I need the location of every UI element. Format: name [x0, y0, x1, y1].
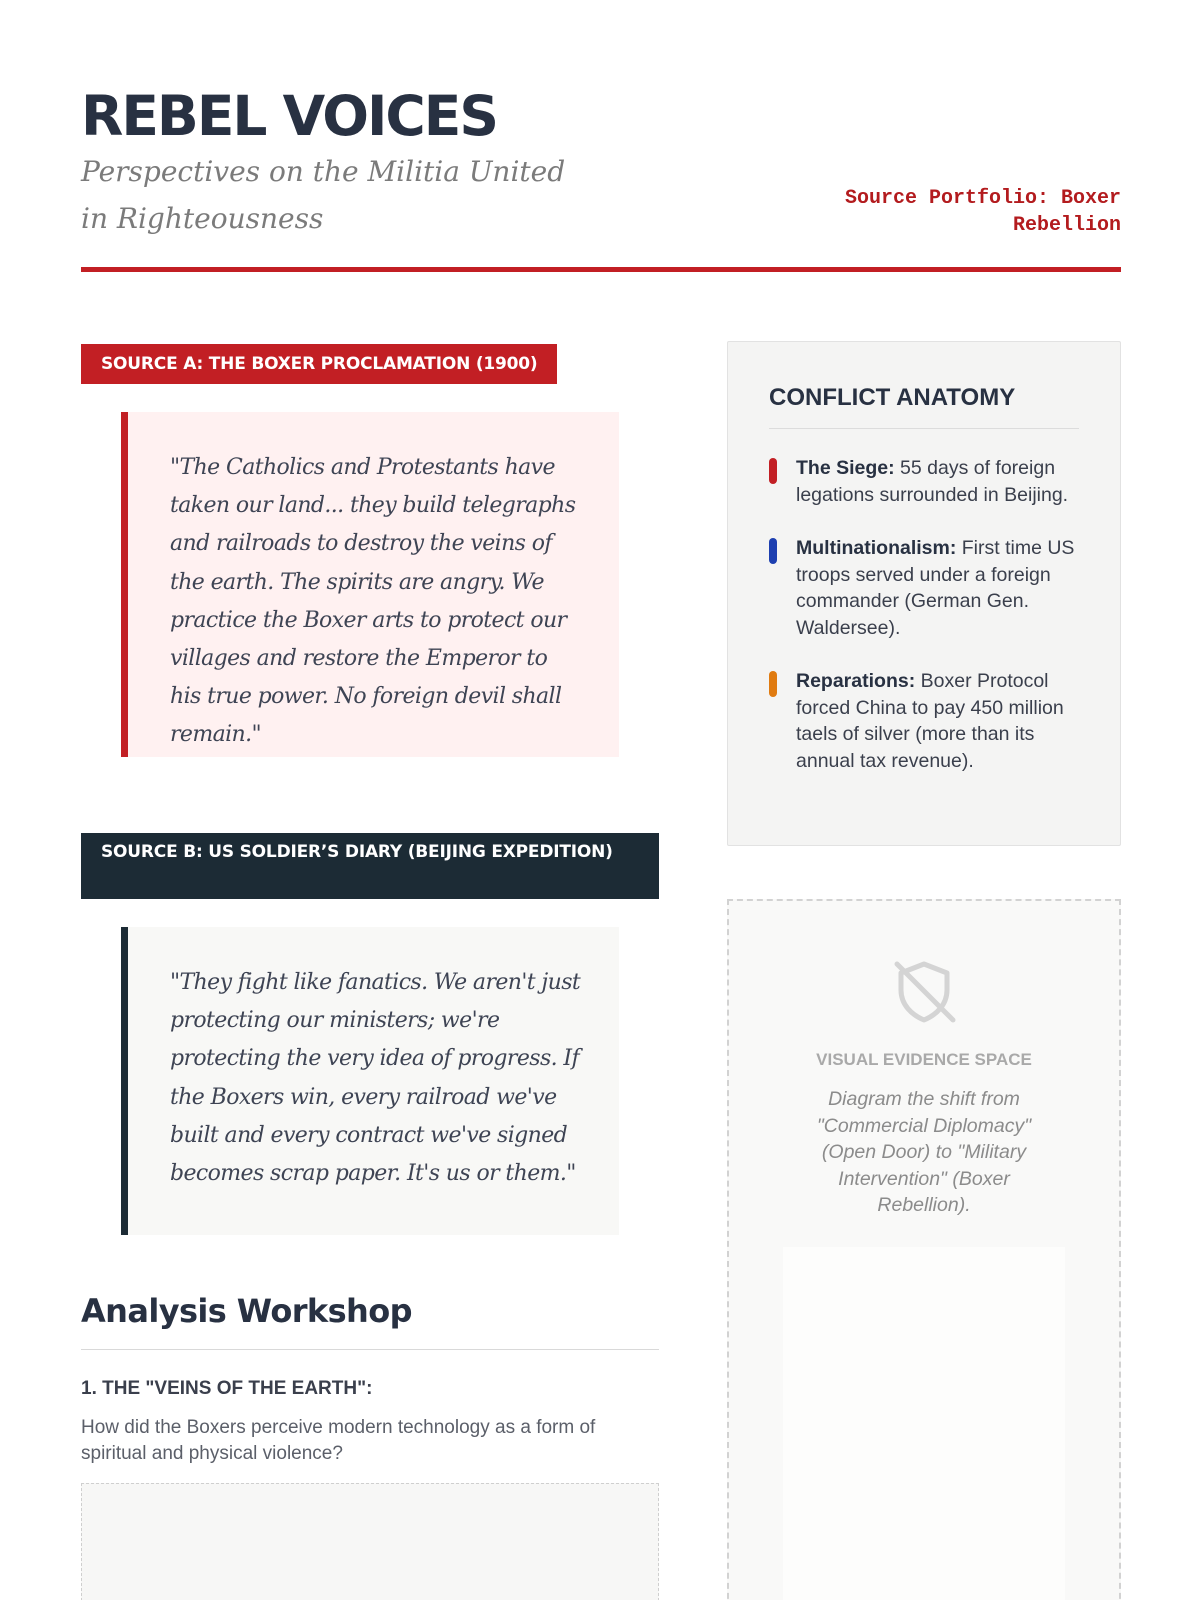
evidence-description: Diagram the shift from "Commercial Diplomacy" (Open Door) to "Military Intervention" (Boxer Rebellion).	[816, 1088, 1032, 1216]
header-divider	[81, 267, 1121, 272]
question-1	[81, 1376, 659, 1600]
anatomy-text: Boxer Protocol forced China to pay 450 million taels of silver (more than its annual tax revenue).	[796, 670, 1064, 772]
conflict-anatomy-panel	[727, 341, 1121, 846]
source-a	[81, 344, 659, 757]
source-a-quote: "The Catholics and Protestants have taken our land... they build telegraphs and railroads to destroy the veins of the earth. The spirits are angry. We practice the Boxer arts to protect our villages and restore the Emperor to his true power. No foreign devil shall remain."	[121, 412, 619, 757]
drawing-area[interactable]	[783, 1247, 1065, 1600]
page-header	[81, 80, 1121, 272]
anatomy-list	[769, 455, 1079, 774]
sources-column	[81, 344, 659, 1600]
question-heading: 1. THE "VEINS OF THE EARTH":	[81, 1378, 373, 1399]
shield-off-icon	[889, 956, 959, 1026]
page-subtitle: Perspectives on the Militia United in Righteousness	[81, 155, 566, 235]
anatomy-text: 55 days of foreign legations surrounded in Beijing.	[796, 457, 1069, 506]
source-a-label: SOURCE A: THE BOXER PROCLAMATION (1900)	[81, 344, 557, 384]
workshop-title: Analysis Workshop	[81, 1291, 659, 1350]
anatomy-item-siege	[769, 455, 1079, 508]
evidence-label: VISUAL EVIDENCE SPACE	[816, 1050, 1032, 1069]
conflict-anatomy-title: CONFLICT ANATOMY	[769, 382, 1079, 429]
anatomy-term: The Siege:	[796, 457, 895, 479]
answer-box[interactable]	[81, 1483, 659, 1600]
page-title: REBEL VOICES	[81, 84, 497, 148]
marker-blue	[769, 538, 777, 564]
section-spacer	[81, 779, 659, 833]
visual-evidence-space[interactable]	[727, 899, 1121, 1600]
anatomy-item-multinationalism	[769, 535, 1079, 641]
question-text: How did the Boxers perceive modern technology as a form of spiritual and physical violence?	[81, 1417, 596, 1464]
source-b	[81, 833, 659, 1235]
marker-orange	[769, 671, 777, 697]
marker-red	[769, 458, 777, 484]
anatomy-term: Reparations:	[796, 670, 916, 692]
anatomy-item-reparations	[769, 668, 1079, 774]
portfolio-label: Source Portfolio: Boxer Rebellion	[844, 187, 1121, 237]
anatomy-term: Multinationalism:	[796, 537, 957, 559]
source-b-quote: "They fight like fanatics. We aren't just protecting our ministers; we're protecting the very idea of progress. If the Boxers win, every railroad we've built and every contract we've signed becomes scrap paper. It's us or them."	[121, 927, 619, 1235]
analysis-workshop	[81, 1291, 659, 1600]
source-b-label: SOURCE B: US SOLDIER’S DIARY (BEIJING EXPEDITION)	[81, 833, 659, 899]
anatomy-text: First time US troops served under a foreign commander (German Gen. Waldersee).	[796, 537, 1075, 639]
